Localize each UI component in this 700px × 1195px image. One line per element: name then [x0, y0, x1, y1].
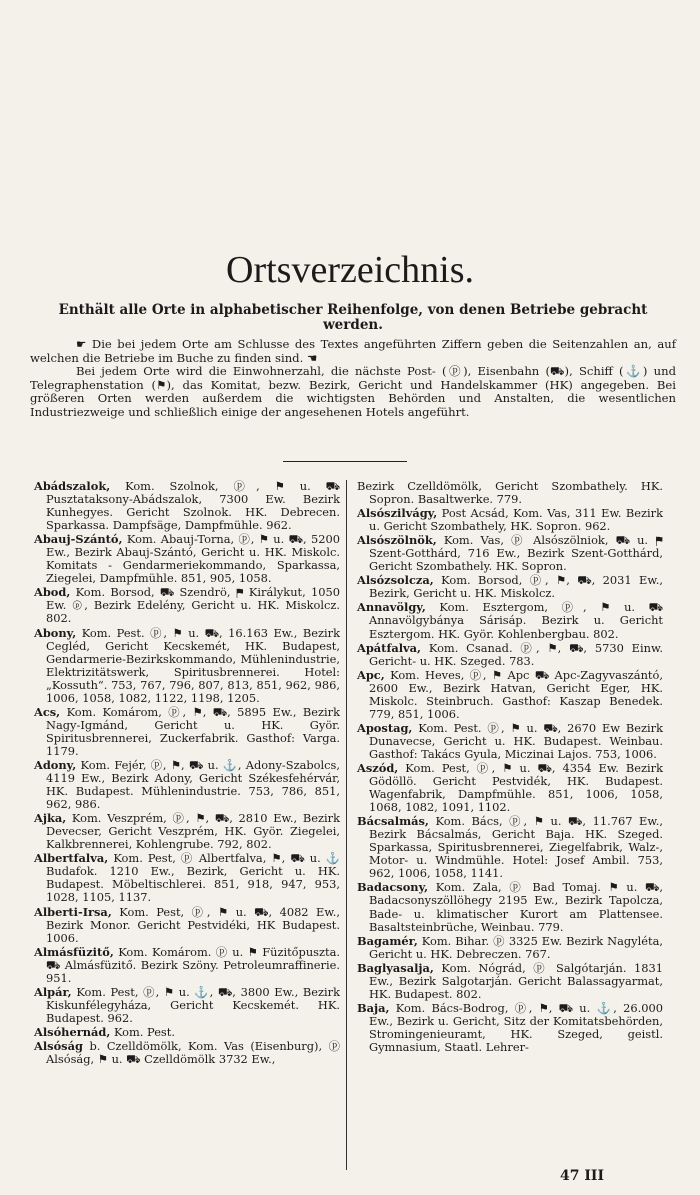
page-title: Ortsverzeichnis.	[226, 249, 474, 291]
page-number: 47 III	[560, 1168, 605, 1184]
entry: Abauj-Szántó, Kom. Abauj-Torna, ⓟ, ⚑ u. ⛟, 5200 Ew., Bezirk Abauj-Szántó, Gericht u. HK. Miskolc. Komitats - Gendarmeriekommando, Sparkassa, Ziegelei, Dampfmühle. 851, 905, 1058.	[34, 532, 340, 586]
entry: Annavölgy, Kom. Esztergom, ⓟ, ⚑ u. ⛟ Annavölgybánya Sárisáp. Bezirk u. Gericht Esztergom. HK. Györ. Kohlenbergbau. 802.	[357, 600, 664, 641]
entry: Apostag, Kom. Pest. ⓟ, ⚑ u. ⛟, 2670 Ew Bezirk Dunavecse, Gericht u. HK. Budapest. Weinbau. Gasthof: Takács Gyula, Miczinai Lajos. 753, 1006.	[357, 720, 664, 761]
entry: Alsózsolcza, Kom. Borsod, ⓟ, ⚑, ⛟, 2031 Ew., Bezirk, Gericht u. HK. Miskolcz.	[357, 573, 663, 601]
column-divider	[346, 480, 347, 1170]
entry: Acs, Kom. Komárom, ⓟ, ⚑, ⛟, 5895 Ew., Bezirk Nagy-Igmánd, Gericht u. HK. Györ. Spiritusbrennerei, Zuckerfabrik. Gasthof: Varga. 1179.	[34, 704, 340, 758]
entry: Alsóság b. Czelldömölk, Kom. Vas (Eisenburg), ⓟ Alsóság, ⚑ u. ⛟ Czelldömölk 3732 Ew.,	[34, 1038, 340, 1067]
entry: Baglyasalja, Kom. Nógrád, ⓟ Salgótarján. 1831 Ew., Bezirk Salgotarján. Gericht Balassagyarmat, HK. Budapest. 802.	[357, 960, 664, 1001]
entry: Alpár, Kom. Pest, ⓟ, ⚑ u. ⚓, ⛟, 3800 Ew., Bezirk Kiskunfélegyháza, Gericht Kecskemét. HK. Budapest. 962.	[34, 984, 340, 1025]
entry: Abádszalok, Kom. Szolnok, ⓟ, ⚑ u. ⛟ Pusztataksony-Abádszalok, 7300 Ew. Bezirk Kunhegyes. Gericht Szolnok. HK. Debrecen. Sparkassa. Dampfsäge, Dampfmühle. 962.	[34, 479, 340, 533]
entry: Badacsony, Kom. Zala, ⓟ Bad Tomaj. ⚑ u. ⛟, Badacsonyszöllöhegy 2195 Ew., Bezirk Tapolcza, Bade- u. klimatischer Kurort am Plattensee. Basaltsteinbrüche, Weinbau. 779.	[357, 880, 663, 934]
entry: Adony, Kom. Fejér, ⓟ, ⚑, ⛟ u. ⚓, Adony-Szabolcs, 4119 Ew., Bezirk Adony, Gericht Székesfehérvár, HK. Budapest. Mühlenindustrie. 753, 786, 851, 962, 986.	[34, 757, 340, 812]
right-column	[357, 480, 663, 1055]
entry: Baja, Kom. Bács-Bodrog, ⓟ, ⚑, ⛟ u. ⚓, 26.000 Ew., Bezirk u. Gericht, Sitz der Komitatsbehörden, Stromingenieuramt, HK. Szeged, geistl. Gymnasium, Staatl. Lehrer-	[357, 1000, 664, 1054]
intro-paragraph: Bei jedem Orte wird die Einwohnerzahl, die nächste Post- (ⓟ), Eisenbahn (⛟), Schiff (⚓) und Telegraphenstation (⚑), das Komitat, bezw. Bezirk, Gericht und Handelskammer (HK) angegeben. Bei größeren Orten werden außerdem die wichtigsten Behörden und Anstalten, die wesentlichen Industriezweige und schließlich einige der angesehenen Hotels angeführt.	[30, 364, 676, 419]
section-divider	[283, 461, 407, 462]
entry: Aszód, Kom. Pest, ⓟ, ⚑ u. ⛟, 4354 Ew. Bezirk Gödöllö. Gericht Pestvidék, HK. Budapest. Wagenfabrik, Dampfmühle. 851, 1006, 1058, 1068, 1082, 1091, 1102.	[357, 760, 663, 815]
subtitle: Enthält alle Orte in alphabetischer Reihenfolge, von denen Betriebe gebracht werden.	[58, 302, 648, 333]
entry: Alberti-Irsa, Kom. Pest, ⓟ, ⚑ u. ⛟, 4082 Ew., Bezirk Monor. Gericht Pestvidéki, HK Budapest. 1006.	[34, 904, 340, 945]
intro-text	[30, 338, 676, 420]
entry: Abony, Kom. Pest. ⓟ, ⚑ u. ⛟, 16.163 Ew., Bezirk Cegléd, Gericht Kecskemét, HK. Budapest, Gendarmerie-Bezirkskommando, Mühlenindustrie, Elektrizitätswerk, Spiritusbrennerei. Hotel: „Kossuth“. 753, 767, 796, 807, 813, 851, 962, 986, 1006, 1058, 1082, 1122, 1198, 1205.	[34, 625, 340, 705]
entry: Albertfalva, Kom. Pest, ⓟ Albertfalva, ⚑, ⛟ u. ⚓ Budafok. 1210 Ew., Bezirk, Gericht u. HK. Budapest. Möbeltischlerei. 851, 918, 947, 953, 1028, 1105, 1137.	[34, 851, 340, 905]
entry: Alsóhernád, Kom. Pest.	[34, 1024, 175, 1039]
entry: Alsószilvágy, Post Acsád, Kom. Vas, 311 Ew. Bezirk u. Gericht Szombathely, HK. Sopron. 962.	[357, 506, 663, 534]
entry: Apátfalva, Kom. Csanad. ⓟ, ⚑, ⛟, 5730 Einw. Gericht- u. HK. Szeged. 783.	[357, 640, 663, 668]
entry: Almásfüzitő, Kom. Komárom. ⓟ u. ⚑ Füzitőpuszta. ⛟ Almásfüzitő. Bezirk Szöny. Petroleumraffinerie. 951.	[34, 944, 340, 985]
entry: Bácsalmás, Kom. Bács, ⓟ, ⚑ u. ⛟, 11.767 Ew., Bezirk Bácsalmás, Gericht Baja. HK. Szeged. Sparkassa, Spiritusbrennerei, Ziegelfabrik, Walz-, Motor- u. Windmühle. Hotel: Josef Ambil. 753, 962, 1006, 1058, 1141.	[357, 814, 663, 881]
intro-paragraph: ☛ Die bei jedem Orte am Schlusse des Textes angeführten Ziffern geben die Seitenzahlen an, auf welchen die Betriebe im Buche zu finden sind. ☚	[30, 337, 676, 365]
entry: Ajka, Kom. Veszprém, ⓟ, ⚑, ⛟, 2810 Ew., Bezirk Devecser, Gericht Veszprém, HK. Györ. Ziegelei, Kalkbrennerei, Kohlengrube. 792, 802.	[34, 811, 340, 852]
entry: Abod, Kom. Borsod, ⛟ Szendrö, ⚑ Királykut, 1050 Ew. ⓟ, Bezirk Edelény, Gericht u. HK. Miskolcz. 802.	[34, 585, 340, 626]
left-column	[34, 480, 340, 1067]
entry: Alsószölnök, Kom. Vas, ⓟ Alsószölniok, ⛟ u. ⚑ Szent-Gotthárd, 716 Ew., Bezirk Szent-Gotthárd, Gericht Szombathely. HK. Sopron.	[357, 533, 663, 574]
entry: Bagamér, Kom. Bihar. ⓟ 3325 Ew. Bezirk Nagyléta, Gericht u. HK. Debreczen. 767.	[357, 933, 663, 961]
entry: Apc, Kom. Heves, ⓟ, ⚑ Apc ⛟ Apc-Zagyvaszántó, 2600 Ew., Bezirk Hatvan, Gericht Eger, HK. Miskolc. Steinbruch. Gasthof: Kaszap Benedek. 779, 851, 1006.	[357, 667, 663, 721]
entry: Bezirk Czelldömölk, Gericht Szombathely. HK. Sopron. Basaltwerke. 779.	[357, 479, 663, 507]
